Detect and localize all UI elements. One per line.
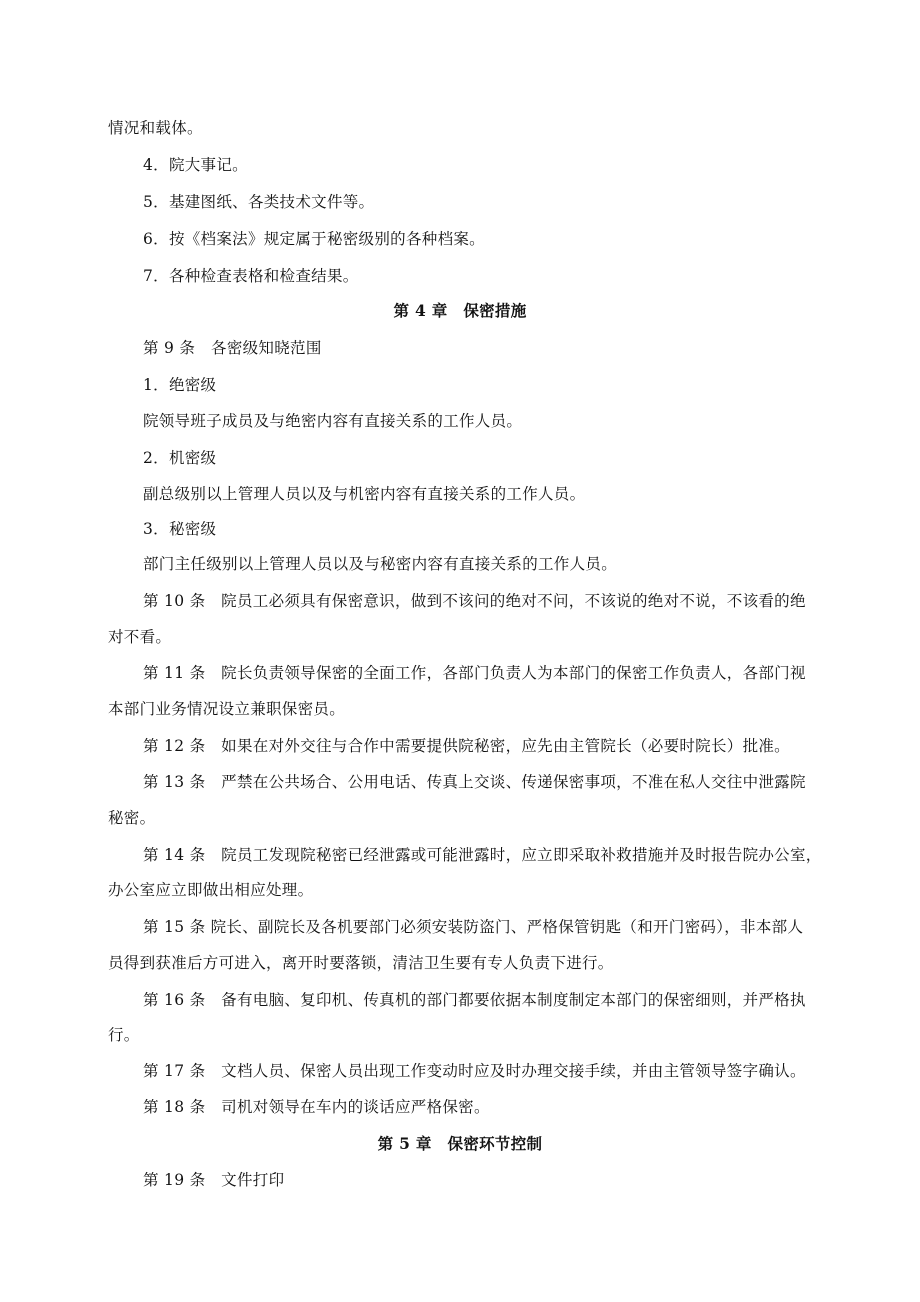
level-confidential-desc: 副总级别以上管理人员以及与机密内容有直接关系的工作人员。 xyxy=(143,485,586,503)
article-15-line-1: 第 15 条 院长、副院长及各机要部门必须安装防盗门、严格保管钥匙（和开门密码），非本部人 xyxy=(143,918,804,936)
level-top-secret-desc: 院领导班子成员及与绝密内容有直接关系的工作人员。 xyxy=(143,412,523,430)
chapter-5-heading: 第 5 章 保密环节控制 xyxy=(377,1134,543,1153)
article-16-line-2: 行。 xyxy=(108,1026,140,1044)
level-secret: 3．秘密级 xyxy=(143,520,217,538)
article-18: 第 18 条 司机对领导在车内的谈话应严格保密。 xyxy=(143,1098,490,1116)
article-14-line-1: 第 14 条 院员工发现院秘密已经泄露或可能泄露时，应立即采取补救措施并及时报告院办公室， xyxy=(143,846,822,864)
article-15-line-2: 员得到获准后方可进入，离开时要落锁，清洁卫生要有专人负责下进行。 xyxy=(108,954,614,972)
article-14-line-2: 办公室应立即做出相应处理。 xyxy=(108,881,314,899)
article-13-line-2: 秘密。 xyxy=(108,809,156,827)
article-12: 第 12 条 如果在对外交往与合作中需要提供院秘密，应先由主管院长（必要时院长）批准。 xyxy=(143,737,790,755)
list-item-4: 4．院大事记。 xyxy=(143,156,248,174)
level-top-secret: 1．绝密级 xyxy=(143,376,217,394)
list-item-5: 5．基建图纸、各类技术文件等。 xyxy=(143,193,375,211)
article-11-line-1: 第 11 条 院长负责领导保密的全面工作，各部门负责人为本部门的保密工作负责人，各部门视 xyxy=(143,664,806,682)
article-9: 第 9 条 各密级知晓范围 xyxy=(143,339,322,357)
article-11-line-2: 本部门业务情况设立兼职保密员。 xyxy=(108,700,346,718)
article-19: 第 19 条 文件打印 xyxy=(143,1171,285,1189)
paragraph-line-continuation: 情况和载体。 xyxy=(108,119,203,137)
article-10-line-1: 第 10 条 院员工必须具有保密意识，做到不该问的绝对不问，不该说的绝对不说，不该看的绝 xyxy=(143,592,806,610)
list-item-7: 7．各种检查表格和检查结果。 xyxy=(143,267,359,285)
article-10-line-2: 对不看。 xyxy=(108,628,172,646)
article-13-line-1: 第 13 条 严禁在公共场合、公用电话、传真上交谈、传递保密事项，不准在私人交往中泄露院 xyxy=(143,773,806,791)
chapter-4-heading: 第 4 章 保密措施 xyxy=(393,301,527,320)
article-16-line-1: 第 16 条 备有电脑、复印机、传真机的部门都要依据本制度制定本部门的保密细则，并严格执 xyxy=(143,991,806,1009)
article-17: 第 17 条 文档人员、保密人员出现工作变动时应及时办理交接手续，并由主管领导签字确认。 xyxy=(143,1062,806,1080)
level-secret-desc: 部门主任级别以上管理人员以及与秘密内容有直接关系的工作人员。 xyxy=(143,555,618,573)
level-confidential: 2．机密级 xyxy=(143,449,217,467)
list-item-6: 6．按《档案法》规定属于秘密级别的各种档案。 xyxy=(143,230,485,248)
